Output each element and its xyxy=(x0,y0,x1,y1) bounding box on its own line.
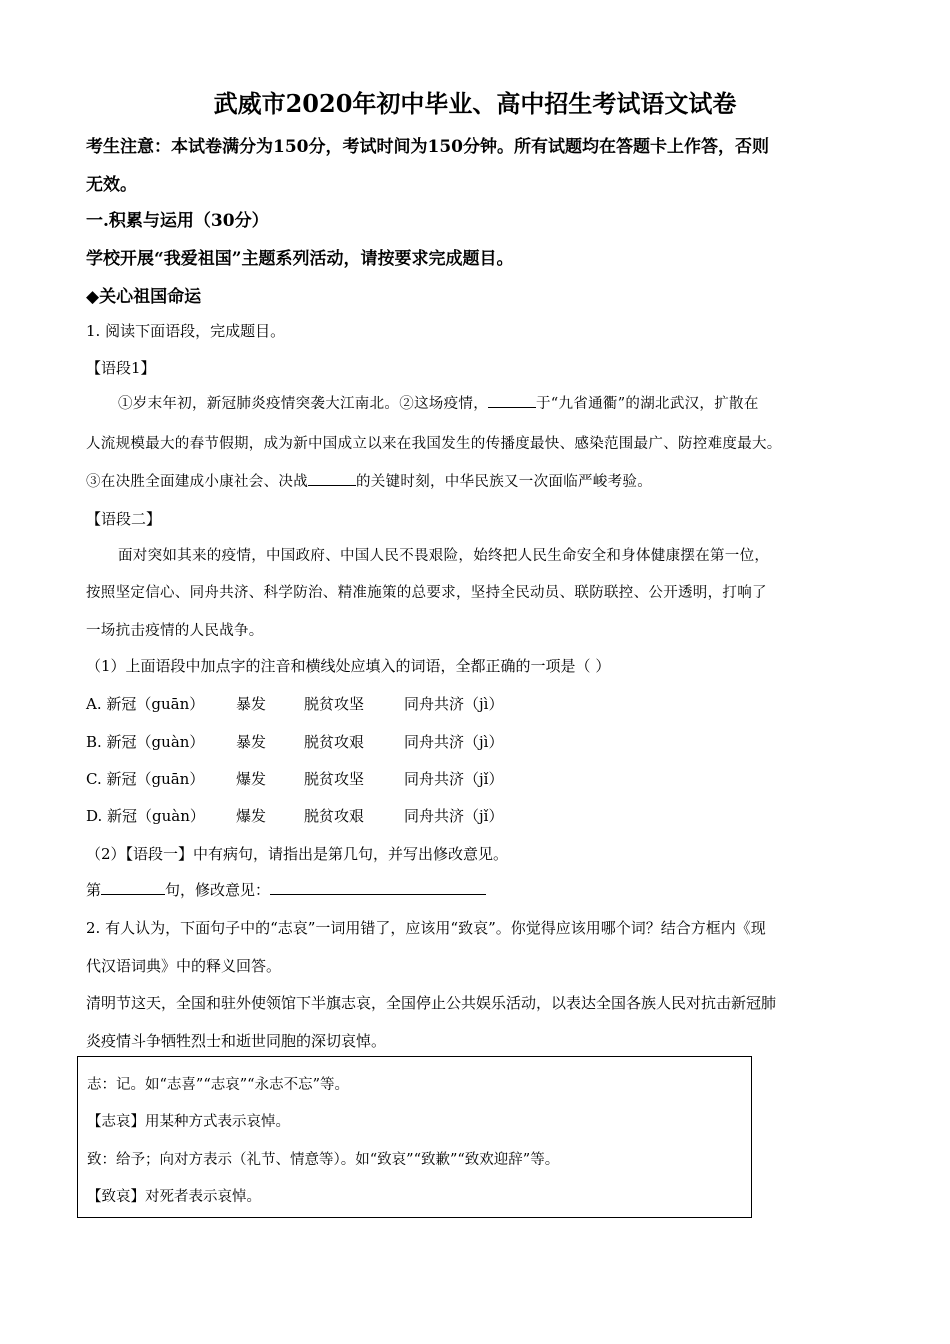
option-c-word-3: 同舟共济（jǐ） xyxy=(404,770,504,788)
passage-2-label: 【语段二】 xyxy=(86,510,162,528)
sentence-number-blank[interactable] xyxy=(101,880,165,895)
option-c-pinyin: C. 新冠（guān） xyxy=(86,770,205,788)
activity-intro: 学校开展“我爱祖国”主题系列活动，请按要求完成题目。 xyxy=(86,249,514,269)
subsection-heading: ◆关心祖国命运 xyxy=(86,287,202,307)
option-a-word-3: 同舟共济（jì） xyxy=(404,695,504,713)
passage-1-line-2: 人流规模最大的春节假期，成为新中国成立以来在我国发生的传播度最快、感染范围最广、防控难度最大。 xyxy=(86,436,782,452)
passage-1-line-3b: 的关键时刻，中华民族又一次面临严峻考验。 xyxy=(356,474,652,490)
option-b-word-1: 暴发 xyxy=(236,733,267,751)
passage-2-line-2: 按照坚定信心、同舟共济、科学防治、精准施策的总要求，坚持全民动员、联防联控、公开透明，打响了 xyxy=(86,585,767,601)
passage-2-line-1: 面对突如其来的疫情，中国政府、中国人民不畏艰险，始终把人民生命安全和身体健康摆在第一位， xyxy=(118,548,770,564)
dictionary-line-3: 致：给予；向对方表示（礼节、情意等）。如“致哀”“致歉”“致欢迎辞”等。 xyxy=(87,1152,560,1168)
passage-1-line-1b: 于“九省通衢”的湖北武汉，扩散在 xyxy=(536,396,759,412)
passage-1-line-3 xyxy=(86,470,652,491)
answer-label: 句，修改意见： xyxy=(165,881,271,899)
question-2-sentence-1: 清明节这天，全国和驻外使领馆下半旗志哀，全国停止公共娱乐活动，以表达全国各族人民对抗击新冠肺 xyxy=(86,994,777,1012)
option-d-word-3: 同舟共济（jǐ） xyxy=(404,807,504,825)
answer-line xyxy=(86,879,486,900)
option-b-word-2: 脱贫攻艰 xyxy=(304,733,365,751)
page-title: 武威市2020年初中毕业、高中招生考试语文试卷 xyxy=(213,89,737,118)
option-c-word-2: 脱贫攻坚 xyxy=(304,770,365,788)
dictionary-box xyxy=(77,1056,752,1218)
notice-line-1: 考生注意：本试卷满分为150分，考试时间为150分钟。所有试题均在答题卡上作答，否则 xyxy=(86,137,769,157)
question-1-sub-2: （2）【语段一】中有病句，请指出是第几句，并写出修改意见。 xyxy=(86,845,509,863)
passage-1-line-1 xyxy=(118,392,759,413)
question-2-line-2: 代汉语词典》中的释义回答。 xyxy=(86,957,282,975)
fill-blank-2[interactable] xyxy=(308,471,356,486)
dictionary-line-2: 【志哀】用某种方式表示哀悼。 xyxy=(87,1114,290,1130)
passage-1-line-1a: ①岁末年初，新冠肺炎疫情突袭大江南北。②这场疫情， xyxy=(118,396,488,412)
notice-line-2: 无效。 xyxy=(86,175,137,195)
passage-2-line-3: 一场抗击疫情的人民战争。 xyxy=(86,623,264,639)
option-d-word-1: 爆发 xyxy=(236,807,267,825)
option-d-word-2: 脱贫攻艰 xyxy=(304,807,365,825)
option-a-word-1: 暴发 xyxy=(236,695,267,713)
passage-1-label: 【语段1】 xyxy=(86,359,156,377)
question-2-line-1: 2. 有人认为，下面句子中的“志哀”一词用错了，应该用“致哀”。你觉得应该用哪个词？结合方框内《现 xyxy=(86,919,766,937)
option-c-word-1: 爆发 xyxy=(236,770,267,788)
revision-blank[interactable] xyxy=(270,880,486,895)
option-d-pinyin: D. 新冠（guàn） xyxy=(86,807,205,825)
question-1-stem: 1. 阅读下面语段，完成题目。 xyxy=(86,322,286,340)
fill-blank-1[interactable] xyxy=(488,393,536,408)
option-b-pinyin: B. 新冠（guàn） xyxy=(86,733,205,751)
passage-1-line-3a: ③在决胜全面建成小康社会、决战 xyxy=(86,474,308,490)
section-heading: 一.积累与运用（30分） xyxy=(86,211,269,231)
answer-prefix: 第 xyxy=(86,881,102,899)
option-b-word-3: 同舟共济（jì） xyxy=(404,733,504,751)
option-a-word-2: 脱贫攻坚 xyxy=(304,695,365,713)
option-a-pinyin: A. 新冠（guān） xyxy=(86,695,205,713)
dictionary-line-4: 【致哀】对死者表示哀悼。 xyxy=(87,1189,261,1205)
dictionary-line-1: 志：记。如“志喜”“志哀”“永志不忘”等。 xyxy=(87,1077,349,1093)
question-1-sub-1: （1）上面语段中加点字的注音和横线处应填入的词语，全都正确的一项是（ ） xyxy=(86,657,611,675)
question-2-sentence-2: 炎疫情斗争牺牲烈士和逝世同胞的深切哀悼。 xyxy=(86,1032,387,1050)
